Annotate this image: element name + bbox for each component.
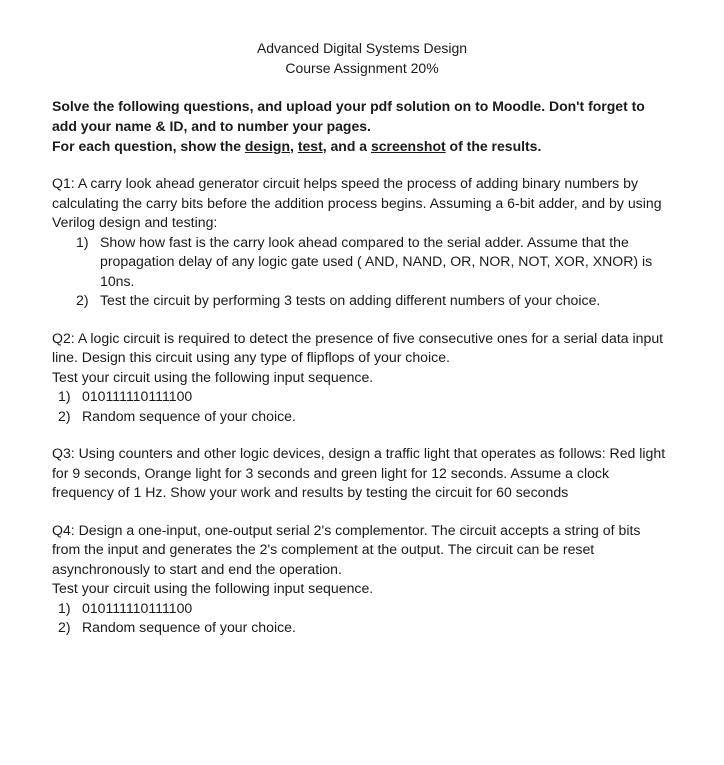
q2-list: [52, 387, 672, 426]
course-title: Advanced Digital Systems Design: [256, 40, 468, 56]
list-item-text: Random sequence of your choice.: [82, 619, 296, 635]
screenshot-keyword: screenshot: [370, 138, 446, 154]
list-item-text: Random sequence of your choice.: [82, 407, 296, 424]
list-item-number: 1): [58, 388, 71, 404]
design-keyword: design: [244, 138, 291, 154]
q4-text: Q4: Design a one-input, one-output serial 2's complementor. The circuit accepts a string of bits from the input and generates the 2's complement at the output. The circuit can be reset asynchronously to start and end the operation.: [52, 521, 641, 577]
list-item-number: 1): [58, 599, 71, 616]
q4-test-intro: Test your circuit using the following input sequence.: [52, 580, 374, 596]
question-1: [52, 174, 672, 311]
instructions-block: [52, 96, 672, 156]
q3-text: Q3: Using counters and other logic devices, design a traffic light that operates as follows: Red light for 9 seconds, Orange light for 3 seconds and green light for 12 seconds. Assume a clock frequency of 1 Hz. Show your work and results by testing the circuit for 60 seconds: [52, 445, 666, 500]
instructions-sep-2: , and a: [322, 138, 371, 154]
list-item-number: 1): [76, 233, 89, 250]
list-item: [52, 407, 672, 427]
q2-text: Q2: A logic circuit is required to detect the presence of five consecutive ones for a serial data input line. Design this circuit using any type of flipflops of your choice.: [52, 329, 664, 365]
list-item-text: Show how fast is the carry look ahead compared to the serial adder. Assume that the propagation delay of any logic gate used ( AND, NAND, OR, NOR, NOT, XOR, XNOR) is 10ns.: [100, 233, 653, 289]
list-item-text: Test the circuit by performing 3 tests on adding different numbers of your choice.: [100, 292, 601, 308]
q4-list: [52, 599, 672, 638]
instructions-line-1: Solve the following questions, and upload your pdf solution on to Moodle. Don't forget to add your name & ID, and to number your pages.: [52, 98, 645, 134]
question-4: [52, 521, 672, 638]
list-item-text: 010111110111100: [82, 388, 193, 404]
list-item: [52, 618, 672, 638]
q1-text: Q1: A carry look ahead generator circuit helps speed the process of adding binary numbers by calculating the carry bits before the addition process begins. Assuming a 6-bit adder, and by using Verilog design and testing:: [52, 175, 662, 230]
list-item-text: 010111110111100: [82, 599, 193, 616]
test-keyword: test: [297, 138, 323, 154]
instructions-line-2-post: of the results.: [445, 138, 542, 154]
list-item: [52, 233, 672, 292]
list-item-number: 2): [76, 292, 89, 308]
assignment-document: [52, 38, 672, 638]
instructions-line-2-pre: For each question, show the: [52, 138, 245, 154]
question-3: [52, 444, 672, 503]
list-item: [52, 291, 672, 311]
q2-test-intro: Test your circuit using the following input sequence.: [52, 368, 374, 385]
instructions-sep-1: ,: [290, 138, 298, 154]
question-2: [52, 329, 672, 427]
list-item: [52, 387, 672, 407]
assignment-subtitle: Course Assignment 20%: [285, 60, 439, 76]
list-item-number: 2): [58, 407, 71, 424]
document-title: [52, 38, 672, 78]
list-item: [52, 599, 672, 619]
instructions-line-2: [52, 136, 672, 156]
list-item-number: 2): [58, 619, 71, 635]
q1-list: [52, 233, 672, 311]
